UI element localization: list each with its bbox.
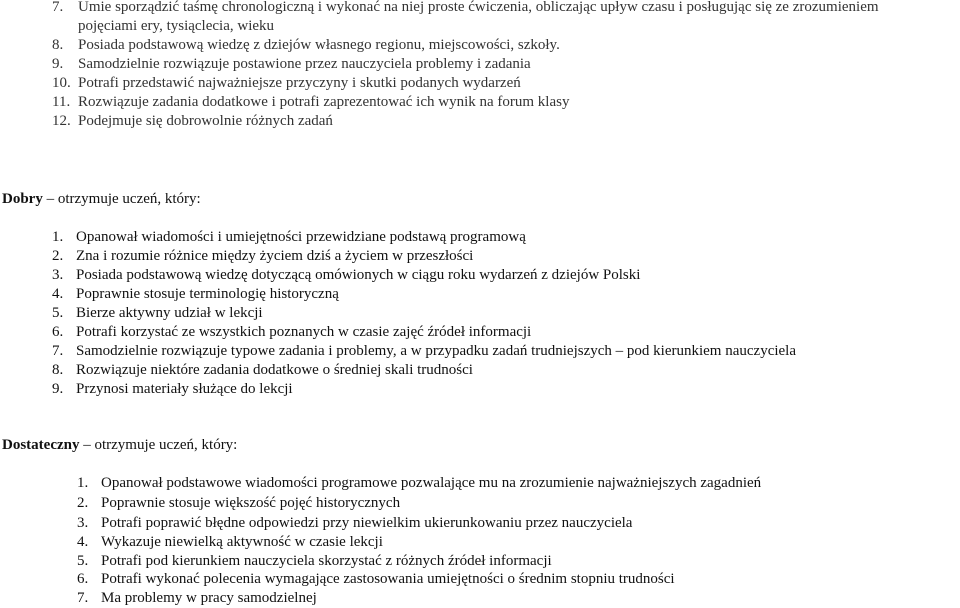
- list-item-continuation: [78, 17, 274, 35]
- item-number: 6.: [52, 324, 64, 340]
- list-item: [52, 304, 263, 322]
- list-item: [52, 74, 521, 92]
- item-number: 9.: [52, 381, 64, 397]
- list-item: [77, 552, 552, 570]
- item-number: 2.: [77, 495, 89, 511]
- item-text: Wykazuje niewielką aktywność w czasie lekcji: [101, 534, 383, 550]
- item-number: 2.: [52, 248, 64, 264]
- item-number: 6.: [77, 571, 89, 587]
- list-item: [77, 589, 317, 607]
- item-number: 5.: [52, 305, 64, 321]
- item-number: 10.: [52, 75, 71, 91]
- list-item: [52, 36, 560, 54]
- list-item: [52, 323, 531, 341]
- grade-heading-dostateczny: [2, 436, 237, 454]
- item-text: Samodzielnie rozwiązuje postawione przez nauczyciela problemy i zadania: [78, 56, 531, 72]
- list-item: [52, 285, 339, 303]
- grade-name: Dostateczny: [2, 437, 80, 453]
- item-text: Posiada podstawową wiedzę dotyczącą omówionych w ciągu roku wydarzeń z dziejów Polski: [76, 267, 641, 283]
- item-text: Posiada podstawową wiedzę z dziejów własnego regionu, miejscowości, szkoły.: [78, 37, 560, 53]
- item-number: 9.: [52, 56, 64, 72]
- list-item: [52, 112, 333, 130]
- item-text: Zna i rozumie różnice między życiem dziś a życiem w przeszłości: [76, 248, 474, 264]
- item-text: Umie sporządzić taśmę chronologiczną i wykonać na niej proste ćwiczenia, obliczając upływ czasu i posługując się ze zrozumieniem: [78, 0, 879, 15]
- list-item: [52, 55, 531, 73]
- heading-dash: –: [46, 191, 55, 207]
- grade-name: Dobry: [2, 191, 43, 207]
- item-text: Poprawnie stosuje większość pojęć historycznych: [101, 495, 401, 511]
- heading-intro: otrzymuje uczeń, który:: [94, 437, 238, 453]
- item-text: Rozwiązuje zadania dodatkowe i potrafi zaprezentować ich wynik na forum klasy: [78, 94, 570, 110]
- item-text: Potrafi wykonać polecenia wymagające zastosowania umiejętności o średnim stopniu trudności: [101, 571, 675, 587]
- item-number: 5.: [77, 553, 89, 569]
- item-text: Potrafi przedstawić najważniejsze przyczyny i skutki podanych wydarzeń: [78, 75, 521, 91]
- heading-dash: –: [83, 437, 91, 453]
- item-number: 1.: [52, 229, 64, 245]
- item-number: 4.: [52, 286, 64, 302]
- list-item: [77, 494, 400, 512]
- list-item: [52, 0, 879, 16]
- item-number: 8.: [52, 362, 64, 378]
- list-item: [52, 266, 640, 284]
- item-text: Rozwiązuje niektóre zadania dodatkowe o średniej skali trudności: [76, 362, 473, 378]
- item-text: Poprawnie stosuje terminologię historyczną: [76, 286, 339, 302]
- list-item: [52, 247, 473, 265]
- item-number: 11.: [52, 94, 71, 110]
- item-number: 7.: [52, 0, 64, 15]
- list-item: [77, 533, 383, 551]
- item-text: Samodzielnie rozwiązuje typowe zadania i problemy, a w przypadku zadań trudniejszych – pod kierunkiem nauczyciela: [76, 343, 796, 359]
- item-text: Potrafi korzystać ze wszystkich poznanych w czasie zajęć źródeł informacji: [76, 324, 532, 340]
- item-text: Ma problemy w pracy samodzielnej: [101, 590, 317, 606]
- grade-heading-dobry: [2, 190, 201, 208]
- heading-intro: otrzymuje uczeń, który:: [57, 191, 201, 207]
- list-item: [52, 342, 796, 360]
- item-number: 3.: [52, 267, 64, 283]
- list-item: [77, 474, 761, 492]
- list-item: [77, 514, 632, 532]
- item-number: 8.: [52, 37, 64, 53]
- item-number: 1.: [77, 475, 89, 491]
- item-text: Opanował wiadomości i umiejętności przewidziane podstawą programową: [76, 229, 526, 245]
- list-item: [77, 570, 675, 588]
- item-text: Potrafi poprawić błędne odpowiedzi przy niewielkim ukierunkowaniu przez nauczyciela: [101, 515, 633, 531]
- list-item: [52, 228, 526, 246]
- item-number: 3.: [77, 515, 89, 531]
- item-text: Podejmuje się dobrowolnie różnych zadań: [78, 113, 333, 129]
- item-text: Przynosi materiały służące do lekcji: [76, 381, 293, 397]
- list-item: [52, 93, 569, 111]
- item-number: 4.: [77, 534, 89, 550]
- list-item: [52, 361, 473, 379]
- item-text: Bierze aktywny udział w lekcji: [76, 305, 263, 321]
- item-number: 7.: [52, 343, 64, 359]
- item-number: 7.: [77, 590, 89, 606]
- item-text: Opanował podstawowe wiadomości programowe pozwalające mu na zrozumienie najważniejszych zagadnień: [101, 475, 762, 491]
- item-text: pojęciami ery, tysiąclecia, wieku: [78, 18, 275, 34]
- list-item: [52, 380, 293, 398]
- item-number: 12.: [52, 113, 71, 129]
- item-text: Potrafi pod kierunkiem nauczyciela skorzystać z różnych źródeł informacji: [101, 553, 552, 569]
